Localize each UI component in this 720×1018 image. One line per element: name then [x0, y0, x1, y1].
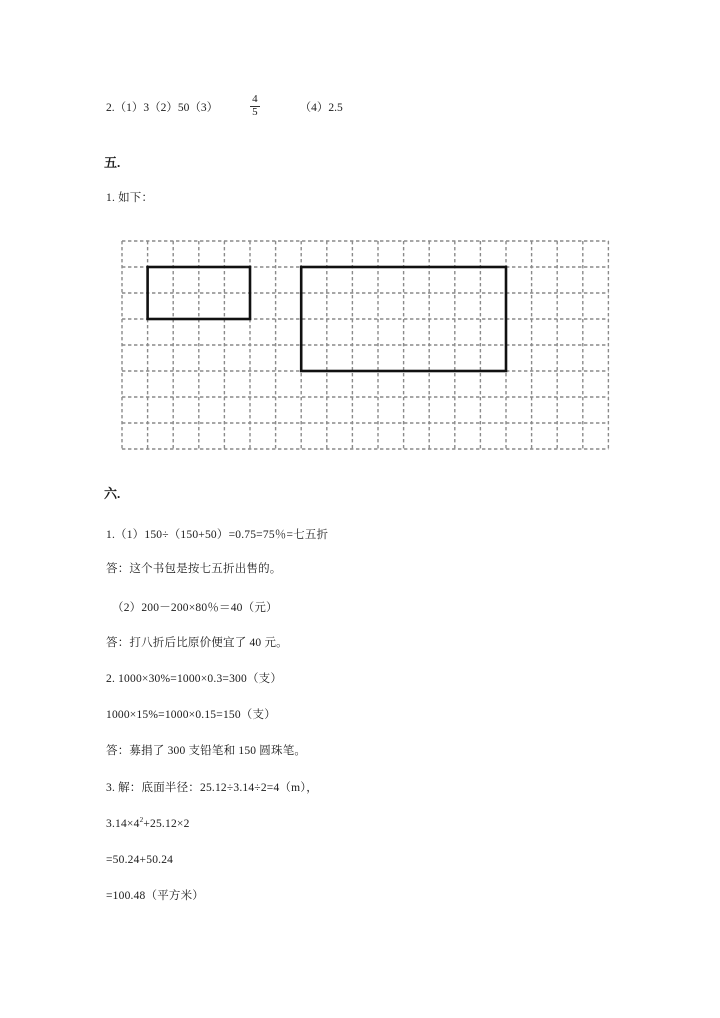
section-six-line-9: =50.24+50.24	[106, 854, 174, 866]
section-six-line-7: 答：募捐了 300 支铅笔和 150 圆珠笔。	[106, 745, 307, 757]
small-rectangle	[148, 267, 250, 319]
answers-line-2	[106, 95, 343, 119]
section-six-line-10: =100.48（平方米）	[106, 890, 205, 902]
section-heading-five: 五.	[104, 155, 121, 170]
grid-lines	[122, 241, 608, 449]
section-six-line-8: 3. 解：底面半径：25.12÷3.14÷2=4（m），	[106, 782, 318, 794]
section-six-line-3: （2）200－200×80％＝40（元）	[112, 602, 278, 614]
section-six-line-4: 答：打八折后比原价便宜了 40 元。	[106, 637, 288, 649]
section-six-line-6: 1000×15%=1000×0.15=150（支）	[106, 709, 276, 721]
formula-before: 3.14×4	[106, 818, 140, 830]
grid-figure	[122, 241, 608, 449]
formula-exponent: 2	[139, 816, 144, 825]
answers-prefix: 2.（1）3（2）50（3）	[106, 102, 219, 115]
section-six-line-5: 2. 1000×30%=1000×0.3=300（支）	[106, 673, 283, 685]
fraction-four-fifths	[250, 94, 260, 118]
section-six-line-1: 1.（1）150÷（150+50）=0.75=75％=七五折	[106, 529, 329, 541]
fraction-denominator: 5	[252, 105, 258, 118]
section-heading-six: 六.	[104, 486, 121, 501]
section-six-line-2: 答：这个书包是按七五折出售的。	[106, 563, 282, 575]
section-six-formula-line	[106, 816, 190, 831]
formula-after: +25.12×2	[143, 818, 190, 830]
section-five-line-1: 1. 如下：	[106, 192, 154, 204]
answers-suffix: （4）2.5	[299, 102, 343, 115]
fraction-numerator: 4	[252, 93, 258, 105]
grid-figure-svg	[122, 241, 608, 449]
